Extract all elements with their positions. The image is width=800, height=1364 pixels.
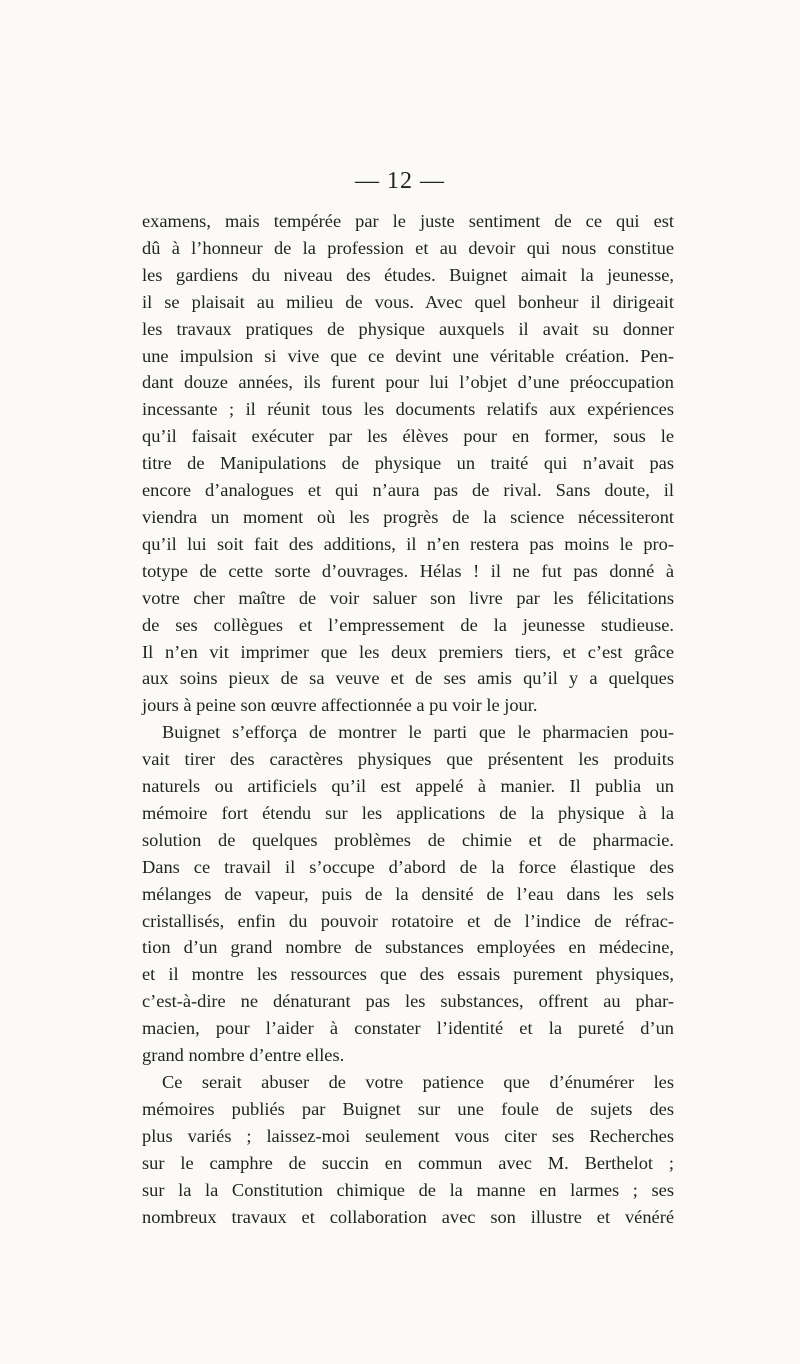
text-line: qu’il faisait exécuter par les élèves pour en former, sous le <box>142 426 674 447</box>
text-line: naturels ou artificiels qu’il est appelé à manier. Il publia un <box>142 776 674 797</box>
paragraph <box>142 1069 674 1230</box>
text-line: jours à peine son œuvre affectionnée a pu voir le jour. <box>142 695 538 716</box>
text-line: votre cher maître de voir saluer son livre par les félicitations <box>142 587 674 608</box>
text-line: titre de Manipulations de physique un traité qui n’avait pas <box>142 453 674 474</box>
text-line: sur la la Constitution chimique de la manne en larmes ; ses <box>142 1179 674 1200</box>
text-line: et il montre les ressources que des essais purement physiques, <box>142 964 674 985</box>
text-line: Il n’en vit imprimer que les deux premiers tiers, et c’est grâce <box>142 641 674 662</box>
text-line: c’est-à-dire ne dénaturant pas les substances, offrent au phar- <box>142 991 674 1012</box>
text-line: vait tirer des caractères physiques que présentent les produits <box>142 749 674 770</box>
text-line: mélanges de vapeur, puis de la densité de l’eau dans les sels <box>142 883 674 904</box>
paragraph <box>142 719 674 1069</box>
text-line: sur le camphre de succin en commun avec M. Berthelot ; <box>142 1152 674 1173</box>
text-line: plus variés ; laissez-moi seulement vous citer ses Recherches <box>142 1125 674 1146</box>
text-line: nombreux travaux et collaboration avec son illustre et vénéré <box>142 1206 674 1227</box>
paragraph <box>142 208 674 719</box>
text-line: une impulsion si vive que ce devint une véritable création. Pen- <box>142 345 674 366</box>
text-line: tion d’un grand nombre de substances employées en médecine, <box>142 937 674 958</box>
text-line: solution de quelques problèmes de chimie et de pharmacie. <box>142 829 674 850</box>
text-line: examens, mais tempérée par le juste sentiment de ce qui est <box>142 211 674 231</box>
text-line: dû à l’honneur de la profession et au devoir qui nous constitue <box>142 237 674 258</box>
text-line: Buignet s’efforça de montrer le parti que le pharmacien pou- <box>162 722 674 743</box>
text-line: il se plaisait au milieu de vous. Avec quel bonheur il dirigeait <box>142 291 674 312</box>
text-line: encore d’analogues et qui n’aura pas de rival. Sans doute, il <box>142 480 674 501</box>
text-line: qu’il lui soit fait des additions, il n’en restera pas moins le pro- <box>142 533 674 554</box>
text-line: grand nombre d’entre elles. <box>142 1045 345 1066</box>
text-line: mémoire fort étendu sur les applications de la physique à la <box>142 802 674 823</box>
text-line: incessante ; il réunit tous les documents relatifs aux expériences <box>142 399 674 420</box>
text-line: de ses collègues et l’empressement de la jeunesse studieuse. <box>142 614 674 635</box>
text-line: dant douze années, ils furent pour lui l’objet d’une préoccupation <box>142 372 674 393</box>
text-line: mémoires publiés par Buignet sur une foule de sujets des <box>142 1098 674 1119</box>
body-text <box>142 208 674 1230</box>
text-line: totype de cette sorte d’ouvrages. Hélas ! il ne fut pas donné à <box>142 560 674 581</box>
page-number: — 12 — <box>355 168 445 194</box>
text-line: cristallisés, enfin du pouvoir rotatoire et de l’indice de réfrac- <box>142 910 674 931</box>
text-line: viendra un moment où les progrès de la science nécessiteront <box>142 506 674 527</box>
text-line: Ce serait abuser de votre patience que d’énumérer les <box>162 1072 674 1092</box>
text-line: aux soins pieux de sa veuve et de ses amis qu’il y a quelques <box>142 668 674 689</box>
text-line: macien, pour l’aider à constater l’identité et la pureté d’un <box>142 1018 674 1039</box>
text-line: Dans ce travail il s’occupe d’abord de la force élastique des <box>142 856 674 877</box>
text-line: les travaux pratiques de physique auxquels il avait su donner <box>142 318 674 339</box>
text-line: les gardiens du niveau des études. Buignet aimait la jeunesse, <box>142 264 674 285</box>
